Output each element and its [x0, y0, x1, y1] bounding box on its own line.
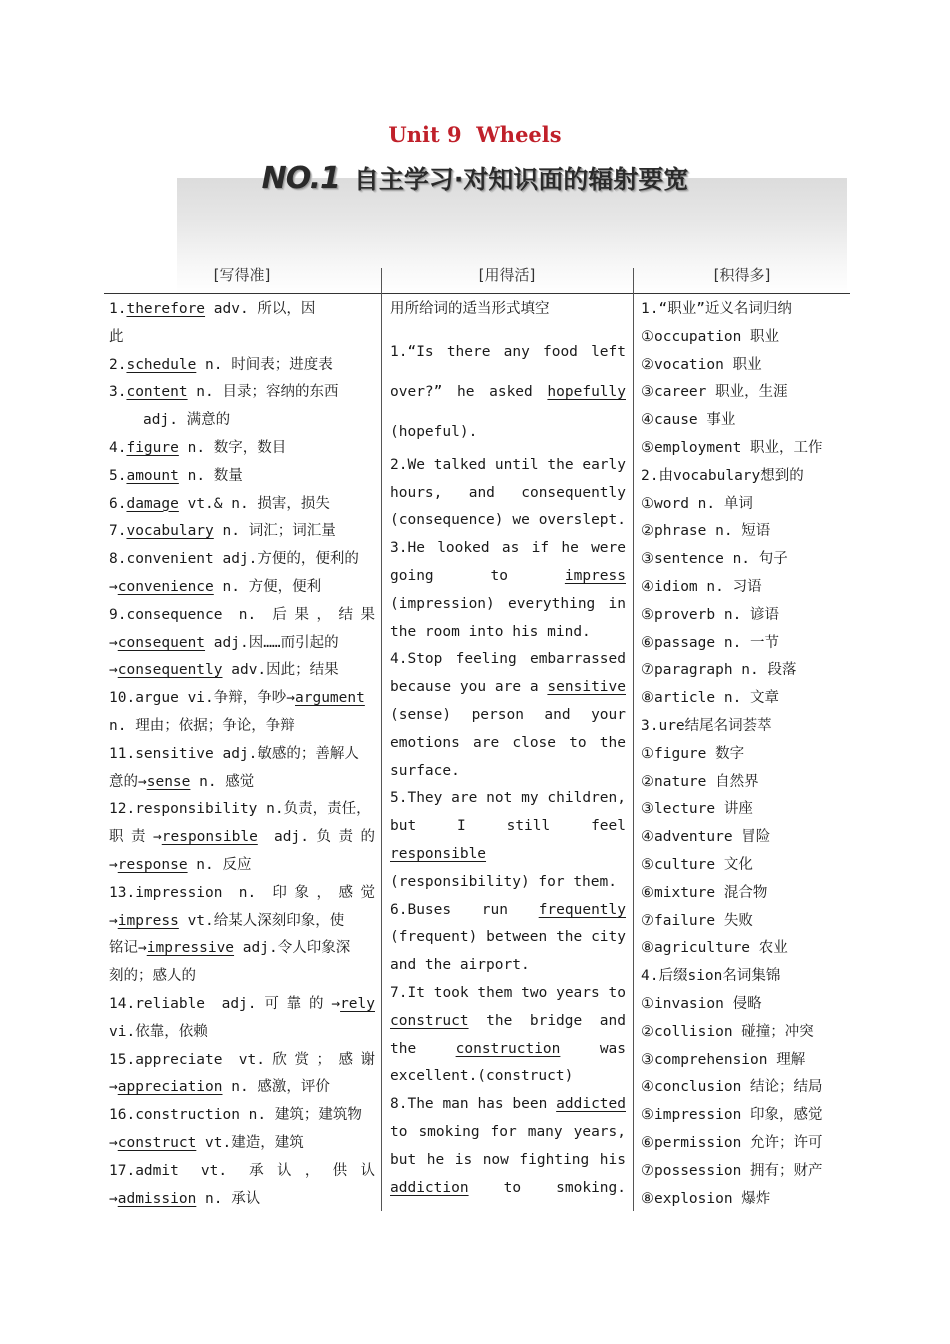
exercise-line: emotions are close to the: [390, 734, 626, 751]
vocab-line: 13.impression n. 印象，感觉: [109, 884, 375, 901]
text-segment: 10.argue vi.争辩，争吵→: [109, 690, 295, 707]
answer-word: impress: [564, 567, 626, 584]
text-segment: adj.令人印象深: [234, 940, 351, 957]
vocab-line: [109, 296, 375, 324]
accumulate-line: ⑥permission 允许；许可: [641, 1134, 823, 1151]
answer-word: damage: [126, 495, 179, 512]
answer-word: admission: [117, 1190, 197, 1207]
text-segment: →: [109, 662, 118, 679]
exercise-line: (responsibility) for them.: [390, 873, 617, 890]
text-segment: →: [109, 1190, 118, 1207]
accumulate-line: 4.后缀sion名词集锦: [641, 968, 781, 985]
vocab-line: 16.construction n. 建筑；建筑物: [109, 1107, 362, 1124]
accumulate-line: ②vocation 职业: [641, 356, 762, 373]
answer-word: construct: [390, 1012, 469, 1029]
accumulate-line: ⑧agriculture 农业: [641, 940, 788, 957]
exercise-line: (frequent) between the city: [390, 929, 626, 946]
exercise-line: excellent.(construct): [390, 1068, 574, 1085]
accumulate-line: ⑧explosion 爆炸: [641, 1190, 771, 1207]
accumulate-line: 2.由vocabulary想到的: [641, 467, 804, 484]
text-segment: →: [109, 634, 118, 651]
vocab-line: 15.appreciate vt.欣赏；感谢: [109, 1051, 375, 1068]
vocab-line: [109, 657, 375, 685]
text-segment: adv.因此；结果: [222, 662, 339, 679]
text-segment: 3.: [109, 384, 127, 401]
answer-word: therefore: [126, 301, 206, 317]
exercise-line: (hopeful).: [390, 423, 478, 440]
exercise-line: 5.They are not my children,: [390, 790, 626, 807]
vocab-line: 17.admit vt. 承认，供认: [109, 1162, 375, 1179]
answer-word: addiction: [390, 1179, 469, 1196]
accumulate-line: ⑤proverb n. 谚语: [641, 606, 780, 623]
exercise-line: [390, 897, 626, 925]
exercise-line: 2.We talked until the early: [390, 456, 626, 473]
vocab-line: [109, 935, 375, 963]
accumulate-line: ⑧article n. 文章: [641, 690, 780, 707]
vocab-line: [109, 824, 375, 852]
vocab-line: 9.consequence n. 后果，结果: [109, 606, 375, 623]
exercise-line: (sense) person and your: [390, 706, 626, 723]
accumulate-line: ⑦possession 拥有；财产: [641, 1162, 823, 1179]
vocab-line: 此: [109, 328, 124, 345]
vocab-line: [109, 518, 375, 546]
vocab-line: 8.convenient adj.方便的，便利的: [109, 551, 359, 568]
text-segment: because you are a: [390, 679, 548, 696]
answer-word: argument: [295, 690, 365, 707]
accumulate-line: ①occupation 职业: [641, 328, 780, 345]
accumulate-line: ③career 职业，生涯: [641, 384, 788, 401]
section-heading: [0, 160, 950, 196]
accumulate-column: [641, 296, 847, 1213]
text-segment: 6.: [109, 495, 127, 512]
text-segment: adv. 所以，因: [205, 301, 316, 317]
answer-word: vocabulary: [126, 523, 214, 540]
text-segment: n. 目录；容纳的东西: [187, 384, 339, 401]
vocab-line: [109, 991, 375, 1019]
accumulate-line: ②nature 自然界: [641, 773, 759, 790]
vocab-line: [109, 685, 375, 713]
accumulate-line: 3.ure结尾名词荟萃: [641, 717, 772, 734]
text-segment: vt.建造，建筑: [196, 1134, 304, 1151]
exercise-line: 3.He looked as if he were: [390, 540, 626, 557]
answer-word: responsible: [161, 829, 258, 846]
answer-word: impressive: [146, 940, 235, 957]
accumulate-line: ②collision 碰撞；冲突: [641, 1023, 814, 1040]
answer-word: construction: [455, 1040, 561, 1057]
answer-word: content: [126, 384, 188, 401]
vocab-line: [109, 1130, 375, 1158]
accumulate-line: ⑤culture 文化: [641, 856, 753, 873]
vocab-line: [109, 630, 375, 658]
answer-word: addicted: [556, 1096, 626, 1113]
vocab-line: [109, 379, 375, 407]
text-segment: n. 数量: [178, 467, 243, 484]
text-segment: n. 方便，便利: [213, 578, 322, 595]
exercise-line: [390, 1008, 626, 1036]
vocab-line: n. 理由；依据；争论，争辩: [109, 717, 295, 734]
exercise-line: [390, 1175, 626, 1203]
answer-word: rely: [340, 995, 375, 1012]
text-segment: 4.: [109, 439, 127, 456]
answer-word: construct: [117, 1134, 197, 1151]
text-segment: 6.Buses run: [390, 901, 539, 918]
answer-word: response: [117, 856, 188, 873]
text-segment: the bridge and: [468, 1012, 626, 1029]
text-segment: 5.: [109, 467, 127, 484]
exercise-line: 7.It took them two years to: [390, 984, 626, 1001]
section-number: NO.1: [261, 161, 340, 196]
exercise-line: hours, and consequently: [390, 484, 626, 501]
unit-title: Unit 9 Wheels: [388, 122, 562, 147]
text-segment: 7.: [109, 523, 127, 540]
accumulate-line: ③lecture 讲座: [641, 801, 753, 818]
middle-column-heading: [用得活]: [478, 266, 536, 284]
accumulate-line: ⑦failure 失败: [641, 912, 753, 929]
text-segment: n. 感觉: [190, 773, 255, 790]
answer-word: appreciation: [117, 1079, 223, 1096]
exercise-line: but I still feel: [390, 818, 626, 835]
accumulate-line: ①figure 数字: [641, 745, 745, 762]
exercise-line: and the airport.: [390, 957, 530, 974]
text-segment: →: [109, 578, 118, 595]
exercise-line: [390, 563, 626, 591]
exercise-line: (consequence) we overslept.: [390, 512, 626, 529]
answer-word: sensitive: [547, 679, 626, 696]
answer-word: amount: [126, 467, 179, 484]
accumulate-line: ①word n. 单词: [641, 495, 753, 512]
vocab-line: [109, 463, 375, 491]
accumulate-line: ⑦paragraph n. 段落: [641, 662, 797, 679]
text-segment: n. 反应: [187, 856, 252, 873]
text-segment: 1.: [109, 301, 127, 317]
accumulate-line: ⑥passage n. 一节: [641, 634, 780, 651]
vocab-line: [109, 769, 375, 797]
accumulate-line: ⑤employment 职业，工作: [641, 439, 823, 456]
right-column-heading: [积得多]: [713, 266, 771, 284]
text-segment: n. 数字，数目: [178, 439, 287, 456]
text-segment: n. 时间表；进度表: [196, 356, 333, 373]
accumulate-line: ③comprehension 理解: [641, 1051, 806, 1068]
exercise-line: to smoking for many years,: [390, 1123, 626, 1140]
exercise-line: (impression) everything in: [390, 595, 626, 612]
text-segment: 8.The man has been: [390, 1096, 557, 1113]
exercise-line: 1.“Is there any food left: [390, 343, 626, 360]
exercise-column: [390, 296, 626, 1202]
accumulate-line: 1.“职业”近义名词归纳: [641, 301, 792, 317]
accumulate-line: ①invasion 侵略: [641, 995, 762, 1012]
exercise-line: [390, 372, 626, 412]
answer-word: sense: [146, 773, 191, 790]
answer-word: consequently: [117, 662, 223, 679]
text-segment: 职责→: [109, 829, 162, 846]
answer-word: convenience: [117, 578, 214, 595]
accumulate-line: ②phrase n. 短语: [641, 523, 771, 540]
answer-word: responsible: [390, 845, 487, 862]
answer-word: figure: [126, 439, 179, 456]
vocab-line: [109, 435, 375, 463]
accumulate-line: ④idiom n. 习语: [641, 578, 762, 595]
exercise-line: but he is now fighting his: [390, 1151, 626, 1168]
vocab-line: [109, 1186, 375, 1214]
text-segment: →: [109, 1134, 118, 1151]
text-segment: adj.负责的: [257, 829, 375, 846]
answer-word: hopefully: [547, 383, 626, 400]
text-segment: 意的→: [109, 773, 147, 790]
text-segment: vt.给某人深刻印象，使: [178, 912, 345, 929]
accumulate-line: ④conclusion 结论；结局: [641, 1079, 823, 1096]
accumulate-line: ⑤impression 印象，感觉: [641, 1107, 823, 1124]
vocab-line: [109, 352, 375, 380]
accumulate-line: ⑥mixture 混合物: [641, 884, 768, 901]
vocab-line: 11.sensitive adj.敏感的；善解人: [109, 745, 359, 762]
text-segment: →: [109, 912, 118, 929]
exercise-line: the room into his mind.: [390, 623, 591, 640]
exercise-line: 4.Stop feeling embarrassed: [390, 651, 626, 668]
header-rule: [104, 293, 850, 294]
exercise-line: [390, 1036, 626, 1064]
text-segment: 14.reliable adj.可靠的→: [109, 995, 341, 1012]
answer-word: frequently: [538, 901, 626, 918]
text-segment: 铭记→: [109, 940, 147, 957]
text-segment: going to: [390, 567, 565, 584]
text-segment: was: [560, 1040, 627, 1057]
text-segment: to smoking.: [468, 1179, 626, 1196]
answer-word: consequent: [117, 634, 206, 651]
text-segment: n. 词汇；词汇量: [213, 523, 336, 540]
section-title: 自主学习·对知识面的辐射要宽: [353, 165, 689, 194]
vocab-line: [109, 908, 375, 936]
exercise-line: [390, 674, 626, 702]
text-segment: 2.: [109, 356, 127, 373]
column-divider-1: [381, 268, 382, 1211]
vocab-line: 刻的；感人的: [109, 968, 196, 985]
accumulate-line: ③sentence n. 句子: [641, 551, 788, 568]
exercise-line: [390, 841, 626, 869]
text-segment: →: [109, 856, 118, 873]
left-column-heading: [写得准]: [213, 266, 271, 284]
text-segment: vt.& n. 损害，损失: [178, 495, 330, 512]
text-segment: →: [109, 1079, 118, 1096]
vocab-line: vi.依靠，依赖: [109, 1023, 208, 1040]
vocab-line: 12.responsibility n.负责，责任，: [109, 801, 371, 818]
answer-word: impress: [117, 912, 179, 929]
text-segment: n. 感激，评价: [222, 1079, 330, 1096]
vocab-line: [109, 1074, 375, 1102]
vocab-line: [109, 574, 375, 602]
vocab-line: adj. 满意的: [143, 412, 231, 429]
text-segment: adj.因……而引起的: [205, 634, 339, 651]
exercise-line: surface.: [390, 762, 460, 779]
exercise-intro: 用所给词的适当形式填空: [390, 301, 550, 317]
vocab-column: [109, 296, 375, 1213]
text-segment: the: [390, 1040, 456, 1057]
text-segment: over?” he asked: [390, 383, 548, 400]
accumulate-line: ④adventure 冒险: [641, 829, 771, 846]
accumulate-line: ④cause 事业: [641, 412, 736, 429]
vocab-line: [109, 491, 375, 519]
vocab-line: [109, 852, 375, 880]
text-segment: n. 承认: [196, 1190, 261, 1207]
answer-word: schedule: [126, 356, 197, 373]
exercise-line: [390, 1091, 626, 1119]
column-divider-2: [633, 268, 634, 1211]
